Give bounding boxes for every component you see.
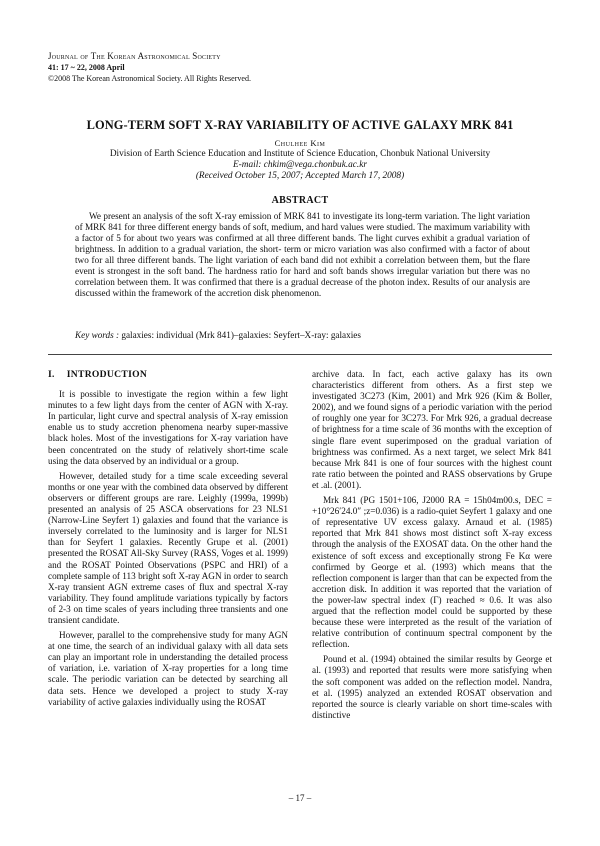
right-paragraph: archive data. In fact, each active galaxy has its own characteristics different from others. As a first step we investigated 3C273 (Kim, 2001) and Mrk 926 (Kim & Boller, 2002), and we found signs of a periodic variation with the period of roughly one year for 3C273. For Mrk 926, a gradual decrease of brightness for a time scale of 36 months with the exception of single flare event superimposed on the gradual variation of brightness was confirmed. As a next target, we select Mrk 841 because Mrk 841 is one of four sources with the highest count rate ratio between the pointed and RASS observations by Grupe et .al. (2001). <box>312 369 552 490</box>
left-paragraph: However, detailed study for a time scale exceeding several months or one year with the combined data observed by different observers or different groups are rare. Leighly (1999a, 1999b) presented an analysis of 25 ASCA observations for 23 NLS1 (Narrow-Line Seyfert 1) galaxies and found that the variance is inversely correlated to the luminosity and is larger for NLS1 than for Seyfert 1 galaxies. Recently Grupe et al. (2001) presented the ROSAT All-Sky Survey (RASS, Voges et al. 1999) and the ROSAT Pointed Observations (PSPC and HRI) of a complete sample of 113 bright soft X-ray AGN in order to search X-ray transient AGN extreme cases of flux and spectral X-ray variability. They found amplitude variations typically by factors of 2-3 on time scales of years including three transients and one transient candidate. <box>48 470 288 625</box>
keywords-label: Key words : <box>75 330 120 340</box>
right-paragraph: Mrk 841 (PG 1501+106, J2000 RA = 15h04m00.s, DEC = +10°26′24.0″ ;z=0.036) is a radio-quiet Seyfert 1 galaxy and one of representative UV excess galaxy. Arnaud et al. (1985) reported that Mrk 841 shows most distinct soft X-ray excess through the analysis of the EXOSAT data. On the other hand the existence of soft excess and exceptionally strong Fe Kα were confirmed by George et al. (1993) which means that the reflection component is larger than that can be expected from the accretion disk. In addition it was reported that the variation of the power-law spectral index (Γ) reached ≈ 0.6. It was also argued that the reflection model could be supported by these because these were interpreted as the result of the variation of relative contribution of continuum spectral component by the reflection. <box>312 495 552 650</box>
author-email: E-mail: chkim@vega.chonbuk.ac.kr <box>232 160 367 170</box>
section-number: I. <box>48 369 55 380</box>
received-dates: (Received October 15, 2007; Accepted March 17, 2008) <box>195 171 405 181</box>
abstract-text: We present an analysis of the soft X-ray emission of MRK 841 to investigate its long-term variation. The light variation of MRK 841 for three different energy bands of soft, medium, and hard values were studied. The maximum variability with a factor of 5 for about two years was confirmed at all three different bands. The light curves exhibit a gradual variation of brightness. In addition to a gradual variation, the short- term or micro variation was also confirmed with a factor of about two for all three different bands. The light variation of each band did not exhibit a correlation between them, but the flare event is strongest in the soft band. The hardness ratio for hard and soft bands shows irregular variation but there was no correlation between them. It was confirmed that there is a gradual decrease of the photon index. Results of our analysis are discussed within the framework of the accretion disk phenomenon. <box>75 211 530 298</box>
page-number: – 17 – <box>288 793 312 803</box>
affiliation-block <box>0 149 600 182</box>
journal-volume: 41: 17 ~ 22, 2008 April <box>48 63 125 72</box>
journal-name: Journal of The Korean Astronomical Society <box>48 51 221 61</box>
keywords <box>75 330 535 340</box>
left-paragraph: It is possible to investigate the region within a few light minutes to a few light days from the center of AGN with X-ray. In particular, light curve and spectral analysis of X-ray emission enable us to study accretion phenomena nearby super-massive black holes. Most of the investigations for X-ray variation have been concentrated on the study of relatively short-time scale using the data observed by an individual or a group. <box>48 389 288 466</box>
section-heading <box>48 369 288 380</box>
affiliation: Division of Earth Science Education and Institute of Science Education, Chonbuk National University <box>109 149 491 159</box>
section-divider <box>48 354 552 355</box>
left-paragraph: However, parallel to the comprehensive study for many AGN at one time, the search of an individual galaxy with all data sets can play an important role in understanding the detailed process of variation, i.e. variation of X-ray properties for a long time scale. The periodic variation can be detected by searching all data sets. Hence we developed a project to study X-ray variability of active galaxies individually using the ROSAT <box>48 630 288 707</box>
paper-title: LONG-TERM SOFT X-RAY VARIABILITY OF ACTIVE GALAXY MRK 841 <box>86 118 514 132</box>
abstract-heading: ABSTRACT <box>271 195 329 206</box>
keywords-text: galaxies: individual (Mrk 841)–galaxies: Seyfert–X-ray: galaxies <box>121 330 361 340</box>
journal-copyright: ©2008 The Korean Astronomical Society. All Rights Reserved. <box>48 74 251 83</box>
section-title: INTRODUCTION <box>66 369 148 380</box>
journal-header <box>48 51 251 84</box>
author-name: Chulhee Kim <box>274 138 326 148</box>
right-column <box>312 369 552 725</box>
right-paragraph: Pound et al. (1994) obtained the similar results by George et al. (1993) and reported that results were more satisfying when the soft component was added on the reflection model. Nandra, et al. (1995) analyzed an extended ROSAT observation and reported the source is clearly variable on short time-scales with distinctive <box>312 654 552 720</box>
left-column <box>48 369 288 712</box>
